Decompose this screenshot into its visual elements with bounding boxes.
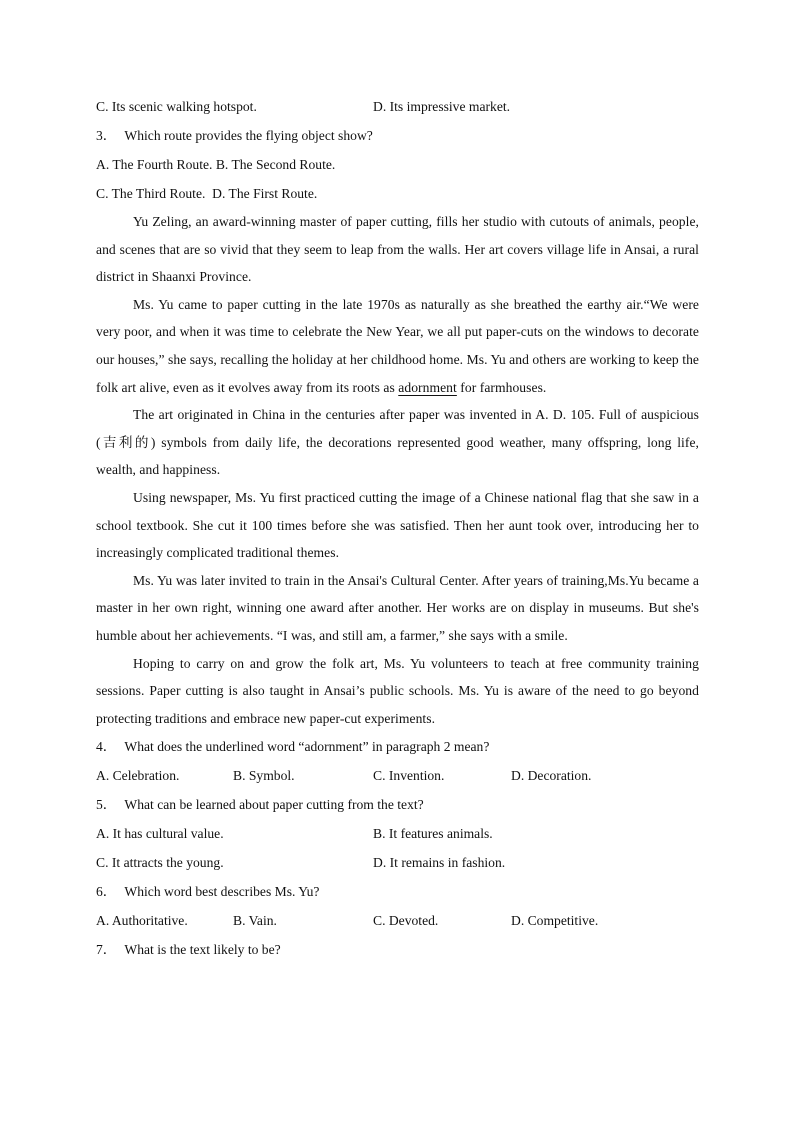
question-5-options-row-1 — [96, 819, 699, 848]
question-6 — [96, 877, 699, 906]
question-text: What does the underlined word “adornment” in paragraph 2 mean? — [124, 739, 490, 755]
question-number: 3． — [96, 128, 117, 143]
option-c[interactable]: C. Devoted. — [373, 913, 439, 929]
option-c[interactable]: C. The Third Route. — [96, 186, 206, 201]
question-text: Which word best describes Ms. Yu? — [124, 884, 320, 900]
question-5 — [96, 790, 699, 819]
question-number: 5． — [96, 797, 117, 813]
option-b[interactable]: B. Vain. — [233, 913, 277, 929]
option-c[interactable]: C. It attracts the young. — [96, 855, 224, 871]
underlined-word: adornment — [398, 379, 457, 395]
passage-paragraph-5: Ms. Yu was later invited to train in the Ansai's Cultural Center. After years of training,Ms.Yu became a master in her own right, winning one award after another. Her works are on display in museums. But she's humble about her achievements. “I was, and still am, a farmer,” she says with a smile. — [96, 572, 699, 643]
option-b[interactable]: B. Symbol. — [233, 768, 295, 784]
paragraph-2-text: Ms. Yu came to paper cutting in the late 1970s as naturally as she breathed the earthy air.“We were very poor, and when it was time to celebrate the New Year, we all put paper-cuts on the windows to decorate our houses,” she says, recalling the holiday at her childhood home. Ms. Yu and others are working to keep the folk art alive, even as it evolves away from its roots as — [96, 296, 699, 395]
question-text: What can be learned about paper cutting from the text? — [124, 797, 424, 813]
passage-paragraph-2 — [96, 291, 699, 401]
question-text: Which route provides the flying object show? — [124, 128, 373, 143]
question-7 — [96, 935, 699, 964]
option-d[interactable]: D. It remains in fashion. — [373, 855, 506, 871]
question-number: 7． — [96, 942, 117, 958]
question-3 — [96, 121, 699, 150]
option-c[interactable]: C. Invention. — [373, 768, 445, 784]
question-3-options-row-2 — [96, 179, 699, 208]
passage-paragraph-6: Hoping to carry on and grow the folk art, Ms. Yu volunteers to teach at free community training sessions. Paper cutting is also taught in Ansai’s public schools. Ms. Yu is aware of the need to go beyond protecting traditions and embrace new paper-cut experiments. — [96, 655, 699, 726]
question-4 — [96, 732, 699, 761]
exam-page — [96, 92, 699, 964]
option-d[interactable]: D. The First Route. — [212, 186, 318, 201]
paragraph-2-end: for farmhouses. — [456, 379, 547, 395]
question-number: 6． — [96, 884, 117, 900]
option-a[interactable]: A. It has cultural value. — [96, 826, 224, 842]
passage-paragraph-4: Using newspaper, Ms. Yu first practiced cutting the image of a Chinese national flag that she saw in a school textbook. She cut it 100 times before she was satisfied. Then her aunt took over, introducing her to increasingly complicated traditional themes. — [96, 489, 699, 561]
prev-question-options — [96, 92, 699, 121]
question-3-options-row-1 — [96, 150, 699, 179]
question-number: 4． — [96, 739, 117, 755]
option-d[interactable]: D. Its impressive market. — [373, 99, 511, 114]
option-d[interactable]: D. Decoration. — [511, 768, 592, 784]
option-a[interactable]: A. Celebration. — [96, 768, 180, 784]
passage-paragraph-1: Yu Zeling, an award-winning master of paper cutting, fills her studio with cutouts of animals, people, and scenes that are so vivid that they seem to leap from the walls. Her art covers village life in Ansai, a rural district in Shaanxi Province. — [96, 214, 699, 285]
question-6-options — [96, 906, 699, 935]
option-a[interactable]: A. Authoritative. — [96, 913, 188, 929]
option-c[interactable]: C. Its scenic walking hotspot. — [96, 99, 257, 114]
question-5-options-row-2 — [96, 848, 699, 877]
option-b[interactable]: B. The Second Route. — [215, 157, 336, 172]
option-b[interactable]: B. It features animals. — [373, 826, 493, 842]
option-d[interactable]: D. Competitive. — [511, 913, 599, 929]
passage-paragraph-3: The art originated in China in the centuries after paper was invented in A. D. 105. Full of auspicious (吉利的) symbols from daily life, the decorations represented good weather, many offspring, long life, wealth, and happiness. — [96, 407, 699, 478]
question-text: What is the text likely to be? — [124, 942, 281, 958]
option-a[interactable]: A. The Fourth Route. — [96, 157, 213, 172]
question-4-options — [96, 761, 699, 790]
